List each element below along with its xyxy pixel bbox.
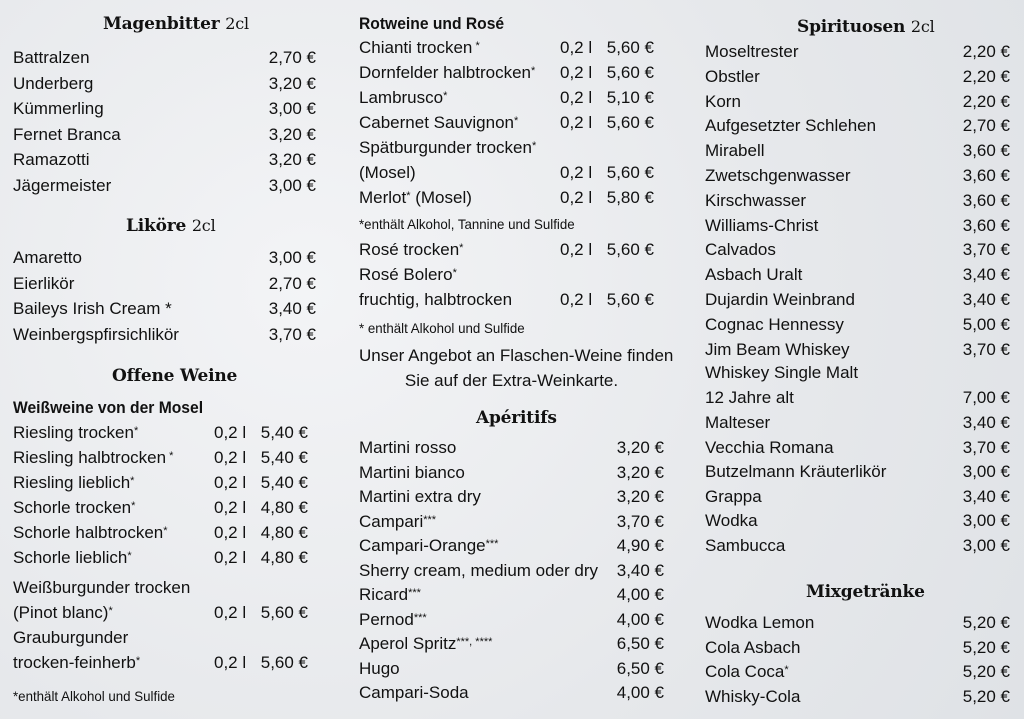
weissweine-footnote: *enthält Alkohol und Sulfide <box>13 688 175 704</box>
weissburgunder-line1: Weißburgunder trocken <box>13 578 191 597</box>
wine-item-price: 5,40 € <box>260 448 308 467</box>
spaetburgunder-line1: Spätburgunder trocken* <box>359 138 537 157</box>
weissweine-subheading: Weißweine von der Mosel <box>13 398 204 417</box>
spirituosen-heading: Spirituosen 2cl <box>797 17 935 37</box>
spirit-item-price: 2,20 € <box>962 66 1010 86</box>
spirit-item-name: Korn <box>705 91 741 111</box>
aperitif-item-name: Campari-Soda <box>359 683 469 702</box>
wine-item-qty: 0,2 l <box>560 88 593 107</box>
menu-item-price: 3,00 € <box>268 248 316 267</box>
wine-item-price: 4,80 € <box>260 523 308 542</box>
menu-item-name: Battralzen <box>13 48 90 67</box>
wine-item-qty: 0,2 l <box>214 498 247 517</box>
single-malt-price: 7,00 € <box>962 388 1010 407</box>
spirit-item-price: 3,40 € <box>962 486 1010 506</box>
weissburgunder-line2: (Pinot blanc)* <box>13 603 113 622</box>
wine-item-name: Schorle halbtrocken* <box>13 523 168 542</box>
menu-item-name: Baileys Irish Cream * <box>13 299 172 318</box>
grauburgunder-line2: trocken-feinherb* <box>13 653 141 672</box>
menu-item-name: Jägermeister <box>13 175 112 195</box>
bolero-line2: fruchtig, halbtrocken <box>359 290 513 309</box>
aperitif-item-price: 3,40 € <box>616 560 664 580</box>
spirit-item-price: 3,70 € <box>962 339 1010 359</box>
wine-item-name: Riesling lieblich* <box>13 473 135 492</box>
bolero-line1: Rosé Bolero* <box>359 265 457 284</box>
rose-name: Rosé trocken* <box>359 240 464 259</box>
spirit-item-name: Aufgesetzter Schlehen <box>705 116 877 136</box>
menu-item-price: 2,70 € <box>268 48 316 67</box>
spirit-item-name: Williams-Christ <box>705 215 819 235</box>
wine-item-name: Schorle trocken* <box>13 498 136 517</box>
aperitif-item-name: Pernod*** <box>359 609 427 629</box>
grauburgunder-qty: 0,2 l <box>214 653 247 672</box>
menu-item-price: 3,00 € <box>268 99 316 118</box>
menu-item-price: 3,20 € <box>268 73 316 93</box>
spirit-item-price: 2,20 € <box>962 91 1010 111</box>
spirit-item-price: 3,60 € <box>962 141 1010 161</box>
wine-item-name: Cabernet Sauvignon* <box>359 113 519 132</box>
spirit-item-name: Dujardin Weinbrand <box>705 290 855 309</box>
spirit-item-price: 3,00 € <box>962 462 1010 482</box>
wine-item-name: Riesling halbtrocken * <box>13 448 174 467</box>
bolero-qty: 0,2 l <box>560 290 593 309</box>
aperitif-item-name: Martini bianco <box>359 462 465 482</box>
aperitif-item-price: 3,20 € <box>616 462 664 482</box>
aperitif-item-price: 4,00 € <box>616 683 664 702</box>
mix-item-name: Wodka Lemon <box>705 613 815 632</box>
spirit-item-price: 3,40 € <box>962 290 1010 309</box>
weissburgunder-price: 5,60 € <box>260 603 308 622</box>
merlot-name: Merlot* (Mosel) <box>359 188 472 207</box>
aperitif-item-name: Ricard*** <box>359 585 421 604</box>
spaetburgunder-price: 5,60 € <box>606 163 654 182</box>
aperitif-item-price: 3,20 € <box>616 438 664 457</box>
aperitif-item-price: 3,20 € <box>616 487 664 506</box>
wine-item-price: 5,10 € <box>606 88 654 107</box>
wine-item-qty: 0,2 l <box>560 38 593 57</box>
menu-item-name: Underberg <box>13 73 94 93</box>
spirit-item-name: Sambucca <box>705 536 786 555</box>
weissburgunder-qty: 0,2 l <box>214 603 247 622</box>
menu-item-price: 3,40 € <box>268 299 316 318</box>
wine-item-qty: 0,2 l <box>214 473 247 492</box>
offer-line2: Sie auf der Extra-Weinkarte. <box>404 371 619 390</box>
spirit-item-name: Kirschwasser <box>705 190 807 210</box>
menu-item-name: Fernet Branca <box>13 124 121 144</box>
spirit-item-price: 5,00 € <box>962 314 1010 334</box>
likoere-heading: Liköre 2cl <box>126 216 216 236</box>
wine-item-price: 4,80 € <box>260 498 308 517</box>
spirit-item-price: 3,70 € <box>962 437 1010 457</box>
aperitif-item-price: 6,50 € <box>616 658 664 678</box>
spirit-item-price: 2,20 € <box>962 42 1010 61</box>
wine-item-qty: 0,2 l <box>214 448 247 467</box>
mix-item-name: Cola Asbach <box>705 637 801 657</box>
aperitifs-heading: Apéritifs <box>476 408 557 428</box>
menu-item-price: 3,70 € <box>268 324 316 344</box>
aperitif-item-name: Martini rosso <box>359 438 457 457</box>
rose-footnote: * enthält Alkohol und Sulfide <box>359 320 525 336</box>
spirit-item-name: Vecchia Romana <box>705 437 834 457</box>
spirit-item-price: 3,00 € <box>962 536 1010 555</box>
menu-item-name: Kümmerling <box>13 99 104 118</box>
wine-item-name: Chianti trocken * <box>359 38 480 57</box>
menu-item-price: 3,20 € <box>268 124 316 144</box>
aperitif-item-name: Hugo <box>359 658 400 678</box>
spirit-item-price: 3,00 € <box>962 511 1010 531</box>
aperitif-item-name: Aperol Spritz***, **** <box>359 634 493 653</box>
spirit-item-price: 3,60 € <box>962 215 1010 235</box>
grauburgunder-line1: Grauburgunder <box>13 628 129 647</box>
spirit-item-name: Zwetschgenwasser <box>705 166 851 185</box>
mix-item-price: 5,20 € <box>962 686 1010 706</box>
grauburgunder-price: 5,60 € <box>260 653 308 672</box>
wine-item-price: 5,60 € <box>606 113 654 132</box>
mix-item-name: Cola Coca* <box>705 662 789 681</box>
wine-item-name: Lambrusco* <box>359 88 448 107</box>
spirit-item-name: Asbach Uralt <box>705 265 803 285</box>
menu-item-price: 3,00 € <box>268 175 316 195</box>
mix-item-price: 5,20 € <box>962 613 1010 632</box>
aperitif-item-price: 4,90 € <box>616 536 664 555</box>
wine-item-price: 5,40 € <box>260 473 308 492</box>
spirit-item-price: 3,40 € <box>962 413 1010 432</box>
aperitif-item-name: Campari*** <box>359 511 437 531</box>
bolero-price: 5,60 € <box>606 290 654 309</box>
mix-item-name: Whisky-Cola <box>705 686 801 706</box>
spaetburgunder-line2: (Mosel) <box>359 163 416 182</box>
offer-line1: Unser Angebot an Flaschen-Weine finden <box>359 346 674 365</box>
wine-item-qty: 0,2 l <box>214 548 247 567</box>
wine-item-price: 5,60 € <box>606 63 654 82</box>
spaetburgunder-qty: 0,2 l <box>560 163 593 182</box>
wine-item-qty: 0,2 l <box>560 63 593 82</box>
mix-item-price: 5,20 € <box>962 662 1010 681</box>
single-malt-line2: 12 Jahre alt <box>705 388 794 407</box>
mixgetraenke-heading: Mixgetränke <box>806 582 925 602</box>
aperitif-item-name: Martini extra dry <box>359 487 481 506</box>
wine-item-price: 4,80 € <box>260 548 308 567</box>
rotweine-heading: Rotweine und Rosé <box>359 14 505 33</box>
spirit-item-name: Butzelmann Kräuterlikör <box>705 462 887 482</box>
menu-item-name: Amaretto <box>13 248 82 267</box>
aperitif-item-name: Campari-Orange*** <box>359 536 499 555</box>
spirit-item-price: 3,60 € <box>962 166 1010 185</box>
merlot-price: 5,80 € <box>606 188 654 207</box>
spirit-item-name: Mirabell <box>705 141 765 161</box>
rotweine-footnote: *enthält Alkohol, Tannine und Sulfide <box>359 216 575 232</box>
menu-item-name: Eierlikör <box>13 273 75 293</box>
spirit-item-name: Grappa <box>705 486 762 506</box>
wine-item-name: Riesling trocken* <box>13 423 139 442</box>
spirit-item-price: 2,70 € <box>962 116 1010 136</box>
mix-item-price: 5,20 € <box>962 637 1010 657</box>
spirit-item-price: 3,40 € <box>962 265 1010 285</box>
spirit-item-price: 3,70 € <box>962 240 1010 260</box>
rose-qty: 0,2 l <box>560 240 593 259</box>
offene-weine-heading: Offene Weine <box>112 366 238 386</box>
spirit-item-name: Jim Beam Whiskey <box>705 339 850 359</box>
spirit-item-name: Obstler <box>705 66 760 86</box>
aperitif-item-price: 3,70 € <box>616 511 664 531</box>
wine-item-qty: 0,2 l <box>214 523 247 542</box>
wine-item-name: Dornfelder halbtrocken* <box>359 63 536 82</box>
magenbitter-heading: Magenbitter 2cl <box>103 14 249 34</box>
menu-item-price: 2,70 € <box>268 273 316 293</box>
rose-price: 5,60 € <box>606 240 654 259</box>
single-malt-line1: Whiskey Single Malt <box>705 363 859 382</box>
wine-item-price: 5,60 € <box>606 38 654 57</box>
spirit-item-name: Wodka <box>705 511 758 531</box>
spirit-item-name: Cognac Hennessy <box>705 314 844 334</box>
aperitif-item-price: 4,00 € <box>616 585 664 604</box>
aperitif-item-name: Sherry cream, medium oder dry <box>359 560 599 580</box>
menu-item-price: 3,20 € <box>268 150 316 169</box>
spirit-item-name: Malteser <box>705 413 771 432</box>
wine-item-price: 5,40 € <box>260 423 308 442</box>
wine-item-qty: 0,2 l <box>214 423 247 442</box>
spirit-item-name: Moseltrester <box>705 42 799 61</box>
menu-item-name: Ramazotti <box>13 150 90 169</box>
wine-item-name: Schorle lieblich* <box>13 548 132 567</box>
spirit-item-price: 3,60 € <box>962 190 1010 210</box>
spirit-item-name: Calvados <box>705 240 776 260</box>
merlot-qty: 0,2 l <box>560 188 593 207</box>
aperitif-item-price: 6,50 € <box>616 634 664 653</box>
wine-item-qty: 0,2 l <box>560 113 593 132</box>
menu-item-name: Weinbergspfirsichlikör <box>13 324 179 344</box>
aperitif-item-price: 4,00 € <box>616 609 664 629</box>
